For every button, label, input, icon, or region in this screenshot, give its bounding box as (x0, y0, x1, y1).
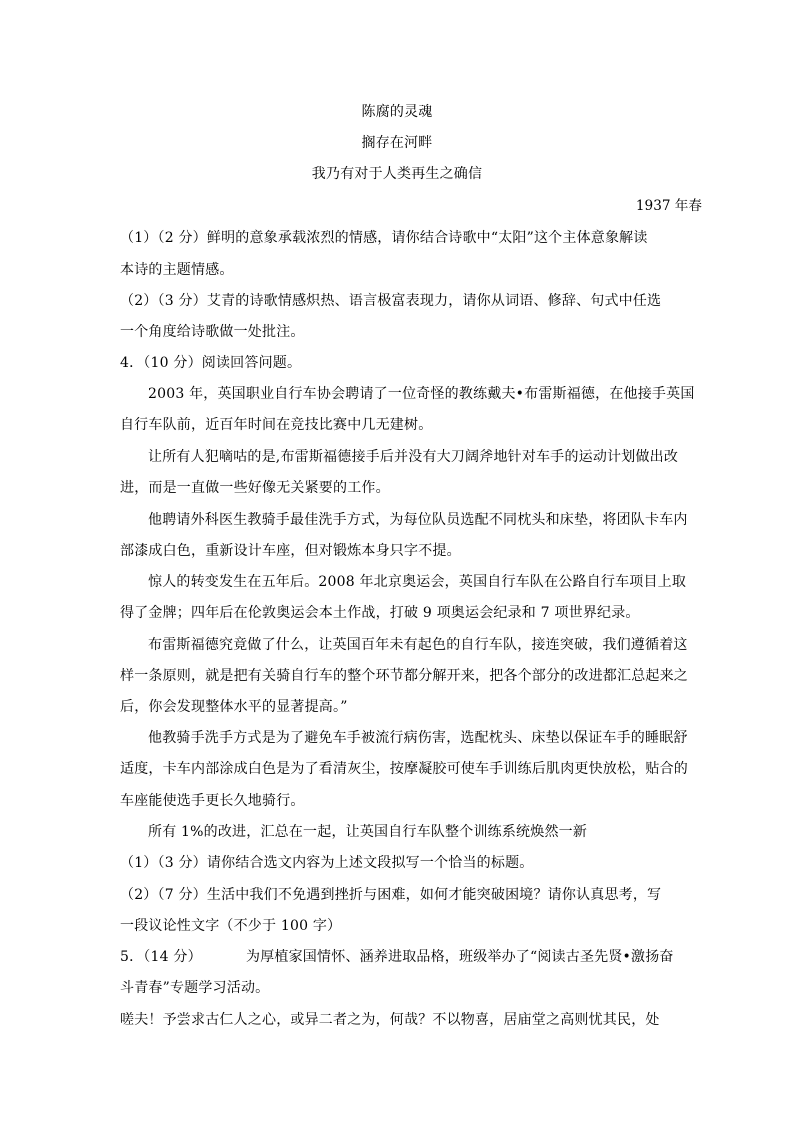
question-text: 一段议论性文字（不少于 100 字） (120, 918, 342, 934)
poem-line: 陈腐的灵魂 (361, 104, 433, 120)
paragraph-line: 部漆成白色，重新设计车座，但对锻炼本身只字不提。 (120, 543, 461, 559)
paragraph-line: 自行车队前，近百年时间在竞技比赛中几无建树。 (120, 417, 433, 433)
question-heading: 4．（10 分）阅读回答问题。 (120, 355, 302, 371)
question-text: 一个角度给诗歌做一处批注。 (120, 324, 305, 340)
paragraph-line: 适度，卡车内部涂成白色是为了看清灰尘，按摩凝胶可使车手训练后肌肉更快放松，贴合的 (120, 761, 688, 777)
paragraph-line: 样一条原则，就是把有关骑自行车的整个环节都分解开来，把各个部分的改进都汇总起来之 (120, 668, 688, 684)
paragraph-line: 后，你会发现整体水平的显著提高。” (120, 699, 348, 715)
question-text: 斗青春”专题学习活动。 (120, 980, 270, 996)
paragraph-line: 他聘请外科医生教骑手最佳洗手方式，为每位队员选配不同枕头和床垫，将团队卡车内 (148, 512, 688, 528)
paragraph-line: 让所有人犯嘀咕的是,布雷斯福德接手后并没有大刀阔斧地针对车手的运动计划做出改 (148, 449, 679, 465)
question-heading: 5．（14 分） (120, 949, 202, 965)
paragraph-line: 布雷斯福德究竟做了什么，让英国百年未有起色的自行车队，接连突破，我们遵循着这 (148, 637, 688, 653)
question-text: （2）（7 分）生活中我们不免遇到挫折与困难，如何才能突破困境？请你认真思考，写 (120, 887, 662, 903)
question-text: 本诗的主题情感。 (120, 262, 234, 278)
paragraph-line: 车座能使选手更长久地骑行。 (120, 793, 305, 809)
paragraph-line: 所有 1%的改进，汇总在一起，让英国自行车队整个训练系统焕然一新 (148, 824, 588, 840)
question-text: （1）（3 分）请你结合选文内容为上述文段拟写一个恰当的标题。 (120, 855, 534, 871)
paragraph-line: 进，而是一直做一些好像无关紧要的工作。 (120, 480, 390, 496)
paragraph-line: 惊人的转变发生在五年后。2008 年北京奥运会，英国自行车队在公路自行车项目上取 (148, 574, 687, 590)
paragraph-line: 2003 年，英国职业自行车协会聘请了一位奇怪的教练戴夫•布雷斯福德，在他接手英国 (148, 386, 695, 402)
paragraph-line: 嗟夫！予尝求古仁人之心，或异二者之为，何哉？不以物喜，居庙堂之高则忧其民，处 (120, 1012, 660, 1028)
question-text: （2）（3 分）艾青的诗歌情感炽热、语言极富表现力，请你从词语、修辞、句式中任选 (120, 293, 662, 309)
question-text: 为厚植家国情怀、涵养进取品格，班级举办了“阅读古圣先贤•激扬奋 (246, 949, 674, 965)
poem-line: 搁存在河畔 (361, 135, 433, 151)
poem-line: 我乃有对于人类再生之确信 (311, 166, 483, 182)
question-text: （1）（2 分）鲜明的意象承载浓烈的情感，请你结合诗歌中“太阳”这个主体意象解读 (120, 230, 648, 246)
paragraph-line: 他教骑手洗手方式是为了避免车手被流行病伤害，选配枕头、床垫以保证车手的睡眠舒 (148, 730, 688, 746)
poem-date: 1937 年春 (635, 198, 702, 214)
paragraph-line: 得了金牌；四年后在伦敦奥运会本土作战，打破 9 项奥运会纪录和 7 项世界纪录。 (120, 605, 640, 621)
